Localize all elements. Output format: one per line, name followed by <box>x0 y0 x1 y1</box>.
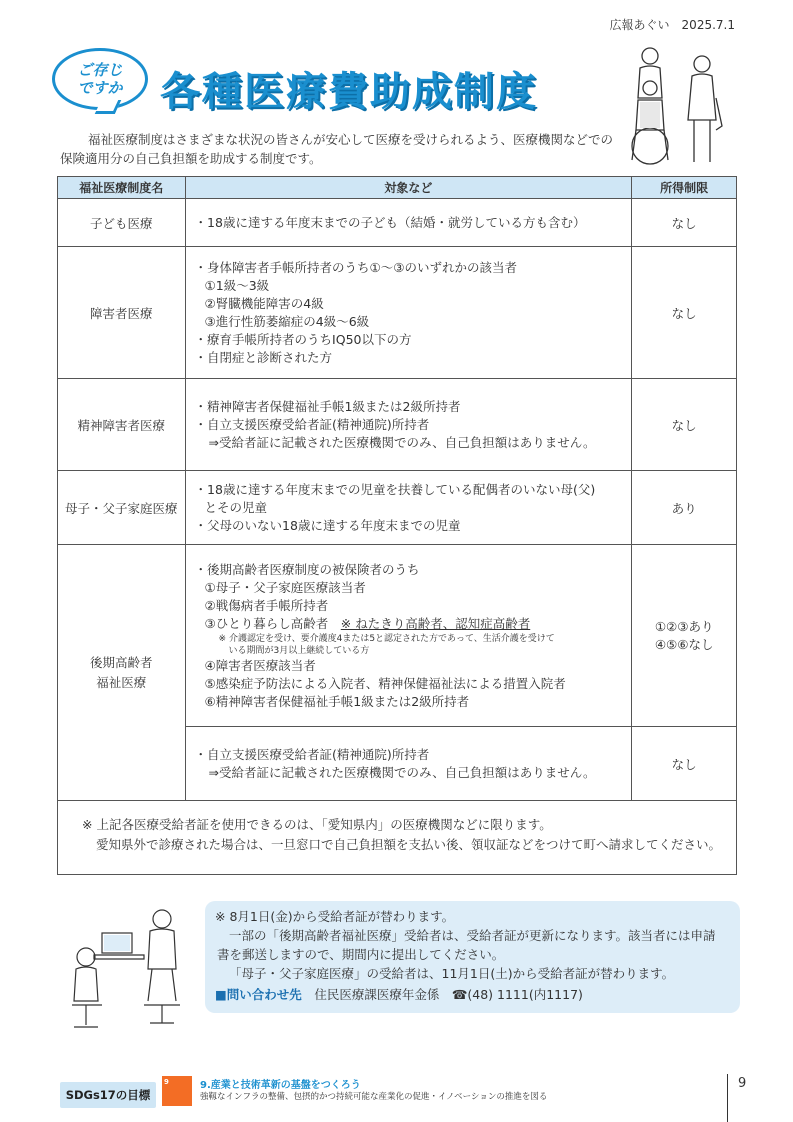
row-name: 精神障害者医療 <box>58 379 186 471</box>
notice-box <box>205 901 740 1013</box>
table-note-line2: 愛知県外で診療された場合は、一旦窓口で自己負担額を支払い後、領収証などをつけて町へ請求してください。 <box>96 837 722 852</box>
contact-details: 住民医療課医療年金係 ☎(48) 1111(内1117) <box>301 987 583 1002</box>
header-income-limit: 所得制限 <box>632 177 737 199</box>
row-line: ⑥精神障害者保健福祉手帳1級または2級所持者 <box>204 693 470 709</box>
row-line: ①母子・父子家庭医療該当者 <box>204 579 366 595</box>
consultation-illustration <box>64 905 194 1035</box>
row-limit <box>632 545 737 727</box>
row-line: ・自閉症と診断された方 <box>194 349 333 365</box>
row-line: ④障害者医療該当者 <box>204 657 316 673</box>
table-note-row <box>58 801 737 875</box>
header-eligibility: 対象など <box>185 177 632 199</box>
row-limit-line2: ④⑤⑥なし <box>654 636 714 652</box>
row-line: ・自立支援医療受給者証(精神通院)所持者 <box>194 746 430 762</box>
header-system-name: 福祉医療制度名 <box>58 177 186 199</box>
table-row <box>58 545 737 727</box>
welfare-medical-table <box>57 176 737 875</box>
row-footnote: いる期間が3月以上継続している方 <box>228 645 370 656</box>
row-limit: なし <box>632 727 737 801</box>
sdg-goal-description: 強靱なインフラの整備、包摂的かつ持続可能な産業化の促進・イノベーションの推進を図る <box>200 1092 548 1102</box>
row-line: ・18歳に達する年度末までの児童を扶養している配偶者のいない母(父) <box>194 481 596 497</box>
row-name <box>58 545 186 801</box>
sdg-goal-9-icon: 9 <box>162 1076 192 1106</box>
notice-line2: 一部の「後期高齢者福祉医療」受給者は、受給者証が更新になります。該当者には申請 <box>229 928 716 943</box>
sdg-goal-title: 9.産業と技術革新の基盤をつくろう <box>200 1080 361 1091</box>
notice-line1: ※ 8月1日(金)から受給者証が替わります。 <box>215 909 455 924</box>
row-line: ②戦傷病者手帳所持者 <box>204 597 329 613</box>
row-line: ③進行性筋萎縮症の4級〜6級 <box>204 313 370 329</box>
table-row <box>58 379 737 471</box>
row-line: ・自立支援医療受給者証(精神通院)所持者 <box>194 416 430 432</box>
table-row <box>58 247 737 379</box>
row-limit: なし <box>632 379 737 471</box>
row-limit-line1: ①②③あり <box>654 618 714 634</box>
row-limit: なし <box>632 199 737 247</box>
row-name: 子ども医療 <box>58 199 186 247</box>
row-line: ①1級〜3級 <box>204 277 270 293</box>
contact-info <box>215 985 730 1004</box>
row-line: ・身体障害者手帳所持者のうち①〜③のいずれかの該当者 <box>194 259 517 275</box>
row-name: 母子・父子家庭医療 <box>58 471 186 545</box>
row-line: ②腎臓機能障害の4級 <box>204 295 324 311</box>
row-line: ・父母のいない18歳に達する年度末までの児童 <box>194 517 461 533</box>
row-line: ・後期高齢者医療制度の被保険者のうち <box>194 561 420 577</box>
sdgs-label: SDGs17の目標 <box>60 1082 156 1108</box>
row-line: ⇒受給者証に記載された医療機関でのみ、自己負担額はありません。 <box>208 764 596 780</box>
row-line <box>195 615 632 633</box>
table-note-line1: ※ 上記各医療受給者証を使用できるのは、「愛知県内」の医療機関などに限ります。 <box>82 817 552 832</box>
row-line-part: ③ひとり暮らし高齢者 <box>204 615 329 631</box>
page-divider <box>727 1074 728 1122</box>
contact-heading: ■問い合わせ先 <box>215 987 302 1002</box>
row-limit: あり <box>632 471 737 545</box>
notice-line3: 書を郵送しますので、期間内に提出してください。 <box>217 947 505 962</box>
intro-text: 福祉医療制度はさまざまな状況の皆さんが安心して医療を受けられるよう、医療機関などでの保険適用分の自己負担額を助成する制度です。 <box>60 132 614 166</box>
notice-line4: 「母子・父子家庭医療」の受給者は、11月1日(土)から受給者証が替わります。 <box>229 966 675 981</box>
row-line: ・18歳に達する年度末までの子ども（結婚・就労している方も含む） <box>194 214 586 230</box>
row-line: とその児童 <box>204 499 268 515</box>
row-line: ・療育手帳所持者のうちIQ50以下の方 <box>194 331 412 347</box>
elderly-care-illustration <box>620 38 732 170</box>
page-title: 各種医療費助成制度 <box>160 69 538 115</box>
badge-line2: ですか <box>77 79 123 97</box>
row-line: ・精神障害者保健福祉手帳1級または2級所持者 <box>194 398 461 414</box>
row-name-line1: 後期高齢者 <box>90 654 153 670</box>
page-number: 9 <box>738 1076 747 1091</box>
table-row <box>58 471 737 545</box>
publication-meta: 広報あぐい 2025.7.1 <box>609 18 735 32</box>
table-row <box>58 199 737 247</box>
row-line: ⇒受給者証に記載された医療機関でのみ、自己負担額はありません。 <box>208 434 596 450</box>
row-name: 障害者医療 <box>58 247 186 379</box>
row-name-line2: 福祉医療 <box>96 674 147 690</box>
row-footnote: ※ 介護認定を受け、要介護度4または5と認定された方であって、生活介護を受けて <box>218 633 555 644</box>
row-line-part-underlined: ※ ねたきり高齢者、認知症高齢者 <box>340 615 531 631</box>
row-limit: なし <box>632 247 737 379</box>
row-line: ⑤感染症予防法による入院者、精神保健福祉法による措置入院者 <box>204 675 566 691</box>
badge-line1: ご存じ <box>77 61 123 79</box>
